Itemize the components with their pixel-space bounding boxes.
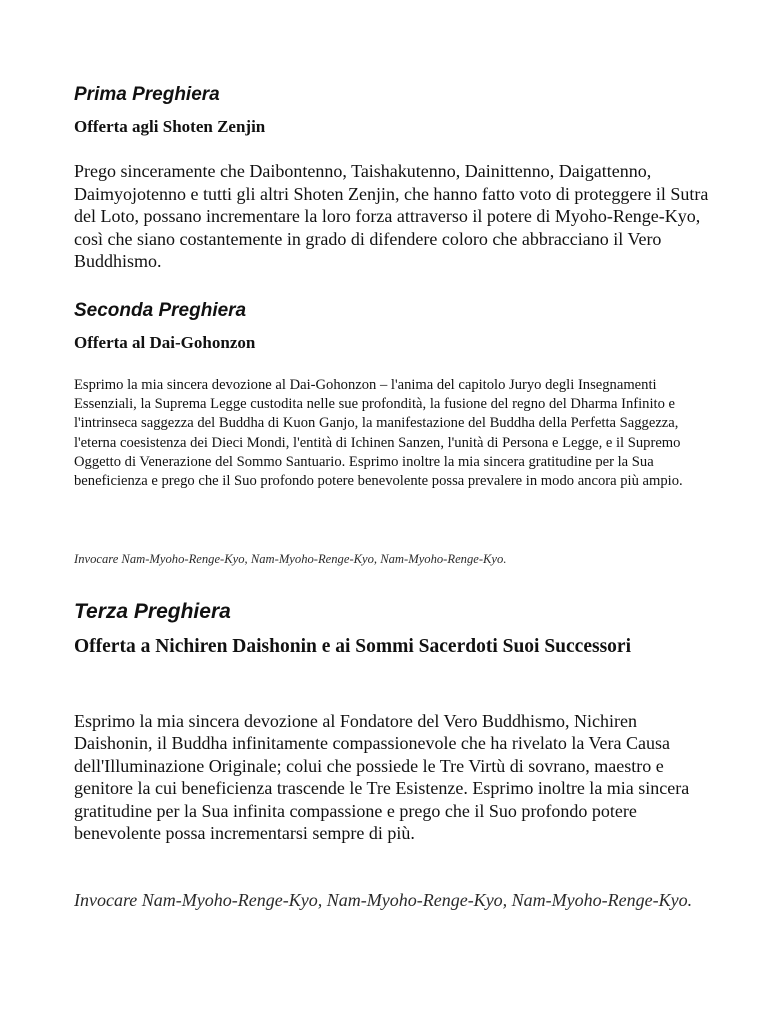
prayer-text-prima: Prego sinceramente che Daibontenno, Taishakutenno, Dainittenno, Daigattenno, Daimyojotenno e tutti gli altri Shoten Zenjin, che hanno fatto voto di proteggere il Sutra del Loto, possano incrementare la loro forza attraverso il potere di Myoho-Renge-Kyo, così che siano costantemente in grado di difendere coloro che abbracciano il Vero Buddhismo. [74, 161, 709, 271]
prayer-text-terza: Esprimo la mia sincera devozione al Fondatore del Vero Buddhismo, Nichiren Daishonin, il Buddha infinitamente compassionevole che ha rivelato la Vera Causa dell'Illuminazione Originale; colui che possiede le Tre Virtù di sovrano, maestro e genitore la cui beneficienza trascende le Tre Esistenze. Esprimo inoltre la mia sincera gratitudine per la Sua infinita compassione e prego che il Suo profondo potere benevolente possa incrementarsi sempre di più. [74, 711, 690, 844]
invocation-terza: Invocare Nam-Myoho-Renge-Kyo, Nam-Myoho-Renge-Kyo, Nam-Myoho-Renge-Kyo. [74, 890, 693, 910]
section-heading-terza: Terza Preghiera [74, 600, 231, 623]
section-subheading-prima: Offerta agli Shoten Zenjin [74, 117, 266, 136]
prayer-text-seconda: Esprimo la mia sincera devozione al Dai-Gohonzon – l'anima del capitolo Juryo degli Insegnamenti Essenziali, la Suprema Legge custodita nelle sue profondità, la fusione del regno del Dharma Infinito e l'intrinseca saggezza del Buddha di Kuon Ganjo, la manifestazione del Buddha della Perfetta Saggezza, l'eterna coesistenza dei Dieci Mondi, l'entità di Ichinen Sanzen, l'unità di Persona e Legge, e il Supremo Oggetto di Venerazione del Sommo Santuario. Esprimo inoltre la mia sincera gratitudine per la Sua beneficienza e prego che il Suo profondo potere benevolente possa prevalere in modo ancora più ampio. [74, 377, 683, 490]
invocation-seconda: Invocare Nam-Myoho-Renge-Kyo, Nam-Myoho-Renge-Kyo, Nam-Myoho-Renge-Kyo. [74, 552, 507, 566]
section-subheading-seconda: Offerta al Dai-Gohonzon [74, 333, 256, 352]
section-subheading-terza: Offerta a Nichiren Daishonin e ai Sommi Sacerdoti Suoi Successori [74, 636, 631, 657]
section-heading-seconda: Seconda Preghiera [74, 300, 247, 321]
section-heading-prima: Prima Preghiera [74, 84, 220, 105]
